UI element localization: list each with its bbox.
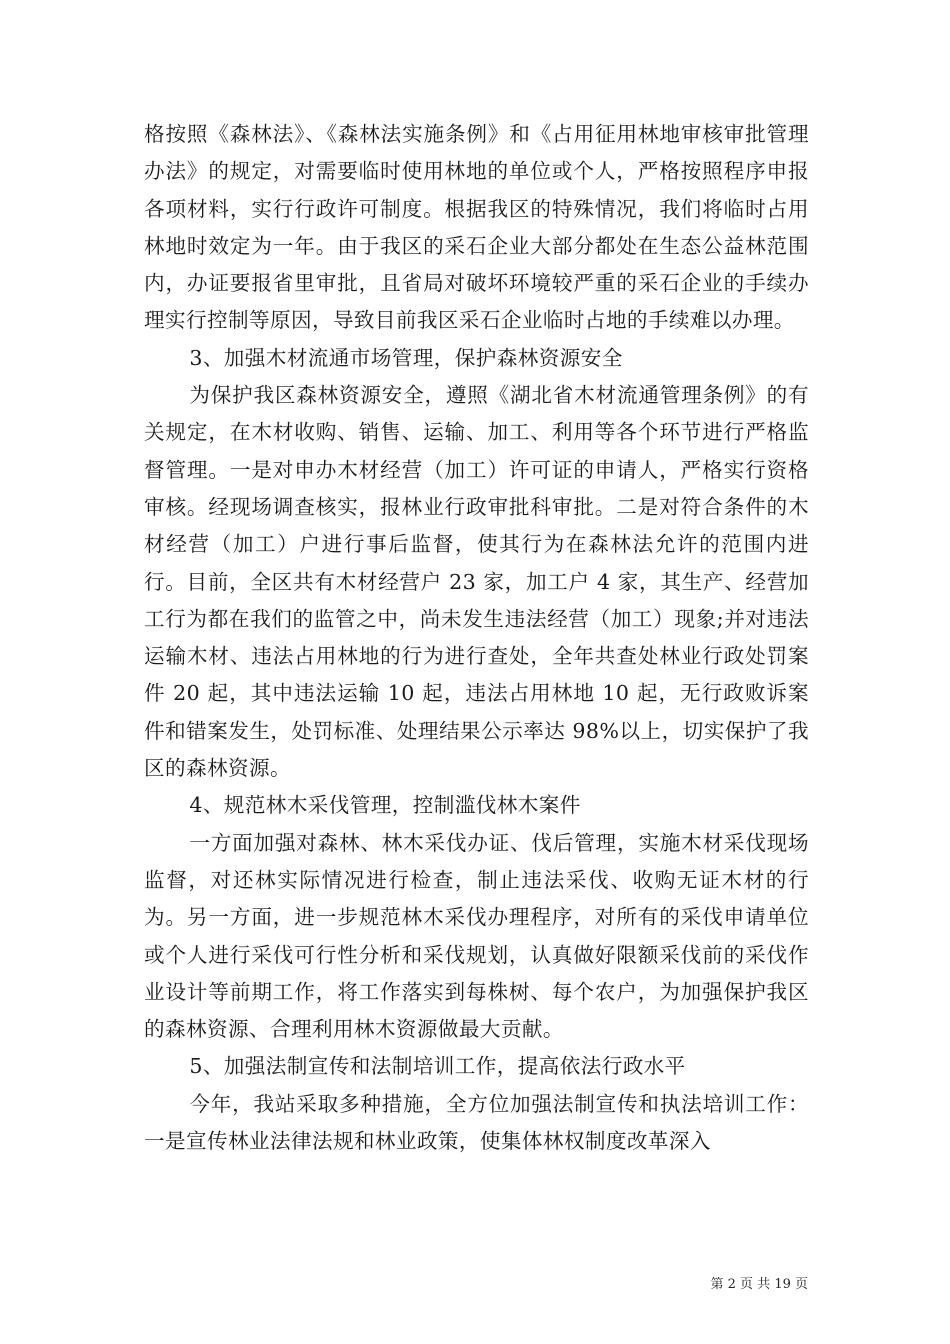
- paragraph-timber-circulation: 为保护我区森林资源安全，遵照《湖北省木材流通管理条例》的有关规定，在木材收购、销售、运输、加工、利用等各个环节进行严格监督管理。一是对申办木材经营（加工）许可证的申请人，严格实行资格审核。经现场调查核实，报林业行政审批科审批。二是对符合条件的木材经营（加工）户进行事后监督，使其行为在森林法允许的范围内进行。目前，全区共有木材经营户 23 家，加工户 4 家，其生产、经营加工行为都在我们的监管之中，尚未发生违法经营（加工）现象;并对违法运输木材、违法占用林地的行为进行查处，全年共查处林业行政处罚案件 20 起，其中违法运输 10 起，违法占用林地 10 起，无行政败诉案件和错案发生，处罚标准、处理结果公示率达 98%以上，切实保护了我区的森林资源。: [144, 383, 809, 781]
- paragraph-logging-management: 一方面加强对森林、林木采伐办证、伐后管理，实施木材采伐现场监督，对还林实际情况进行检查，制止违法采伐、收购无证木材的行为。另一方面，进一步规范林木采伐办理程序，对所有的采伐申请单位或个人进行采伐可行性分析和采伐规划，认真做好限额采伐前的采伐作业设计等前期工作，将工作落实到每株树、每个农户，为加强保护我区的森林资源、合理利用林木资源做最大贡献。: [144, 830, 809, 1042]
- paragraph-legal-publicity: 今年，我站采取多种措施，全方位加强法制宣传和执法培训工作：一是宣传林业法律法规和林业政策，使集体林权制度改革深入: [144, 1091, 809, 1154]
- document-body: [144, 116, 809, 1160]
- paragraph-continuation: 格按照《森林法》、《森林法实施条例》和《占用征用林地审核审批管理办法》的规定，对需要临时使用林地的单位或个人，严格按照程序申报各项材料，实行行政许可制度。根据我区的特殊情况，我们将临时占用林地时效定为一年。由于我区的采石企业大部分都处在生态公益林范围内，办证要报省里审批，且省局对破坏环境较严重的采石企业的手续办理实行控制等原因，导致目前我区采石企业临时占地的手续难以办理。: [144, 122, 809, 333]
- page-number-footer: 第 2 页 共 19 页: [710, 1277, 808, 1292]
- section-heading-4: 4、规范林木采伐管理，控制滥伐林木案件: [189, 793, 581, 818]
- section-heading-5: 5、加强法制宣传和法制培训工作，提高依法行政水平: [189, 1054, 686, 1079]
- section-heading-3: 3、加强木材流通市场管理，保护森林资源安全: [189, 345, 623, 370]
